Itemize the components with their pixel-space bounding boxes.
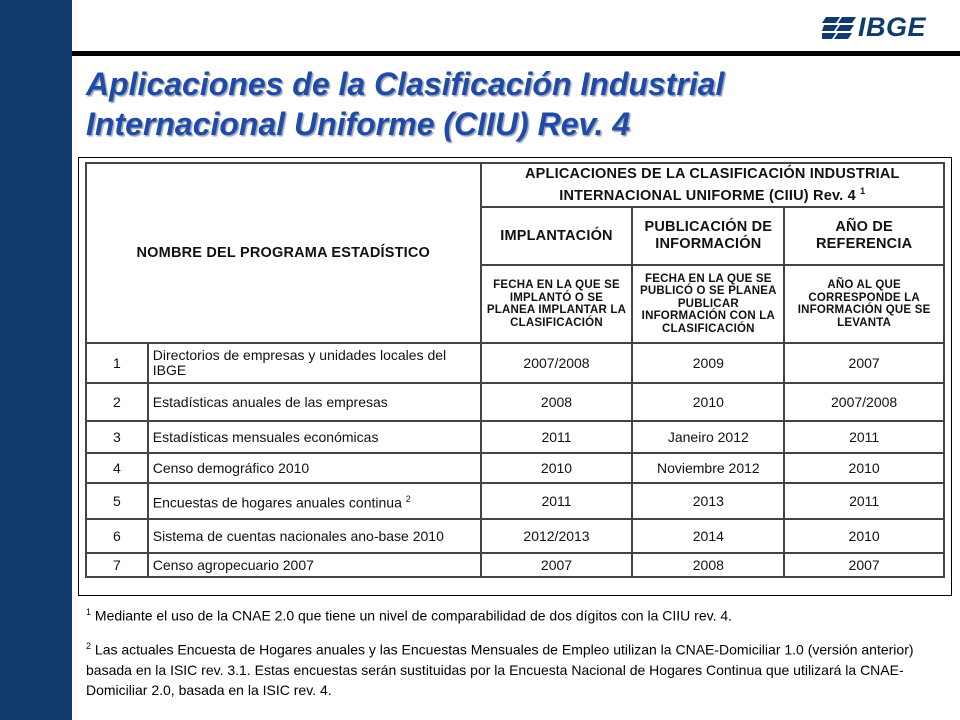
table-row <box>86 483 944 519</box>
table-frame <box>78 157 952 596</box>
implantacion-value: 2010 <box>481 453 633 483</box>
col-ano-referencia-header: AÑO DE REFERENCIA <box>784 207 944 265</box>
table-row <box>86 343 944 383</box>
program-footnote-mark: 2 <box>405 493 411 504</box>
ibge-emblem-icon <box>820 15 858 41</box>
classification-group-header <box>481 163 944 207</box>
implantacion-value: 2011 <box>481 421 633 453</box>
col-ano-referencia-desc: AÑO AL QUE CORRESPONDE LA INFORMACIÓN QUE SE LEVANTA <box>784 265 944 343</box>
footnote-1-text: Mediante el uso de la CNAE 2.0 que tiene un nivel de comparabilidad de dos dígitos con la CIIU rev. 4. <box>94 607 733 624</box>
col-publicacion-header: PUBLICACIÓN DE INFORMACIÓN <box>632 207 784 265</box>
row-number: 1 <box>86 343 148 383</box>
implantacion-value: 2007/2008 <box>481 343 633 383</box>
applications-table <box>85 162 945 578</box>
col-implantacion-desc: FECHA EN LA QUE SE IMPLANTÓ O SE PLANEA IMPLANTAR LA CLASIFICACIÓN <box>481 265 633 343</box>
publicacion-value: 2008 <box>632 553 784 577</box>
publicacion-value: Noviembre 2012 <box>632 453 784 483</box>
col-implantacion-header: IMPLANTACIÓN <box>481 207 633 265</box>
program-name: Censo demográfico 2010 <box>148 453 481 483</box>
ano-referencia-value: 2007 <box>784 553 944 577</box>
row-number: 6 <box>86 519 148 553</box>
col-publicacion-desc: FECHA EN LA QUE SE PUBLICÓ O SE PLANEA PUBLICAR INFORMACIÓN CON LA CLASIFICACIÓN <box>632 265 784 343</box>
group-header-footnote-mark: 1 <box>860 185 866 196</box>
ano-referencia-value: 2007/2008 <box>784 383 944 421</box>
ibge-logo-text: IBGE <box>858 12 927 42</box>
page-title <box>86 64 946 144</box>
header-rule <box>72 51 960 56</box>
program-name: Sistema de cuentas nacionales ano-base 2010 <box>148 519 481 553</box>
publicacion-value: 2013 <box>632 483 784 519</box>
left-sidebar-band <box>0 0 72 720</box>
program-name-header: NOMBRE DEL PROGRAMA ESTADÍSTICO <box>86 163 481 343</box>
row-number: 2 <box>86 383 148 421</box>
footnote-2-mark: 2 <box>86 641 92 651</box>
ano-referencia-value: 2007 <box>784 343 944 383</box>
implantacion-value: 2007 <box>481 553 633 577</box>
publicacion-value: 2010 <box>632 383 784 421</box>
publicacion-value: Janeiro 2012 <box>632 421 784 453</box>
ano-referencia-value: 2010 <box>784 519 944 553</box>
program-name: Encuestas de hogares anuales continua $^2$ <box>148 483 481 519</box>
ibge-logo <box>820 12 926 43</box>
table-row <box>86 453 944 483</box>
implantacion-value: 2008 <box>481 383 633 421</box>
group-header-line-2: INTERNACIONAL UNIFORME (CIIU) Rev. 4 $^1$ <box>559 185 866 204</box>
row-number: 3 <box>86 421 148 453</box>
implantacion-value: 2011 <box>481 483 633 519</box>
footnote-1 <box>86 602 946 626</box>
implantacion-value: 2012/2013 <box>481 519 633 553</box>
row-number: 4 <box>86 453 148 483</box>
program-name: Directorios de empresas y unidades locales del IBGE <box>148 343 481 383</box>
table-row <box>86 421 944 453</box>
footnote-2-text: Las actuales Encuesta de Hogares anuales y las Encuestas Mensuales de Empleo utilizan la CNAE-Domiciliar 1.0 (versión anterior) basada en la ISIC rev. 3.1. Estas encuestas serán sustituidas por la Encuesta Nacional de Hogares Continua que utilizará la CNAE-Domiciliar 2.0, basada en la ISIC rev. 4. <box>86 641 914 698</box>
page-title-line-2: Internacional Uniforme (CIIU) Rev. 4 <box>86 106 631 142</box>
footnote-1-mark: 1 <box>86 607 92 617</box>
page-title-line-1: Aplicaciones de la Clasificación Industrial <box>86 66 725 102</box>
program-name: Censo agropecuario 2007 <box>148 553 481 577</box>
table-row <box>86 383 944 421</box>
ano-referencia-value: 2010 <box>784 453 944 483</box>
publicacion-value: 2014 <box>632 519 784 553</box>
row-number: 5 <box>86 483 148 519</box>
ano-referencia-value: 2011 <box>784 421 944 453</box>
program-name: Estadísticas mensuales económicas <box>148 421 481 453</box>
group-header-line-1: APLICACIONES DE LA CLASIFICACIÓN INDUSTRIAL <box>524 165 900 182</box>
ano-referencia-value: 2011 <box>784 483 944 519</box>
table-row <box>86 553 944 577</box>
publicacion-value: 2009 <box>632 343 784 383</box>
program-name: Estadísticas anuales de las empresas <box>148 383 481 421</box>
footnote-2 <box>86 636 946 700</box>
row-number: 7 <box>86 553 148 577</box>
table-row <box>86 519 944 553</box>
